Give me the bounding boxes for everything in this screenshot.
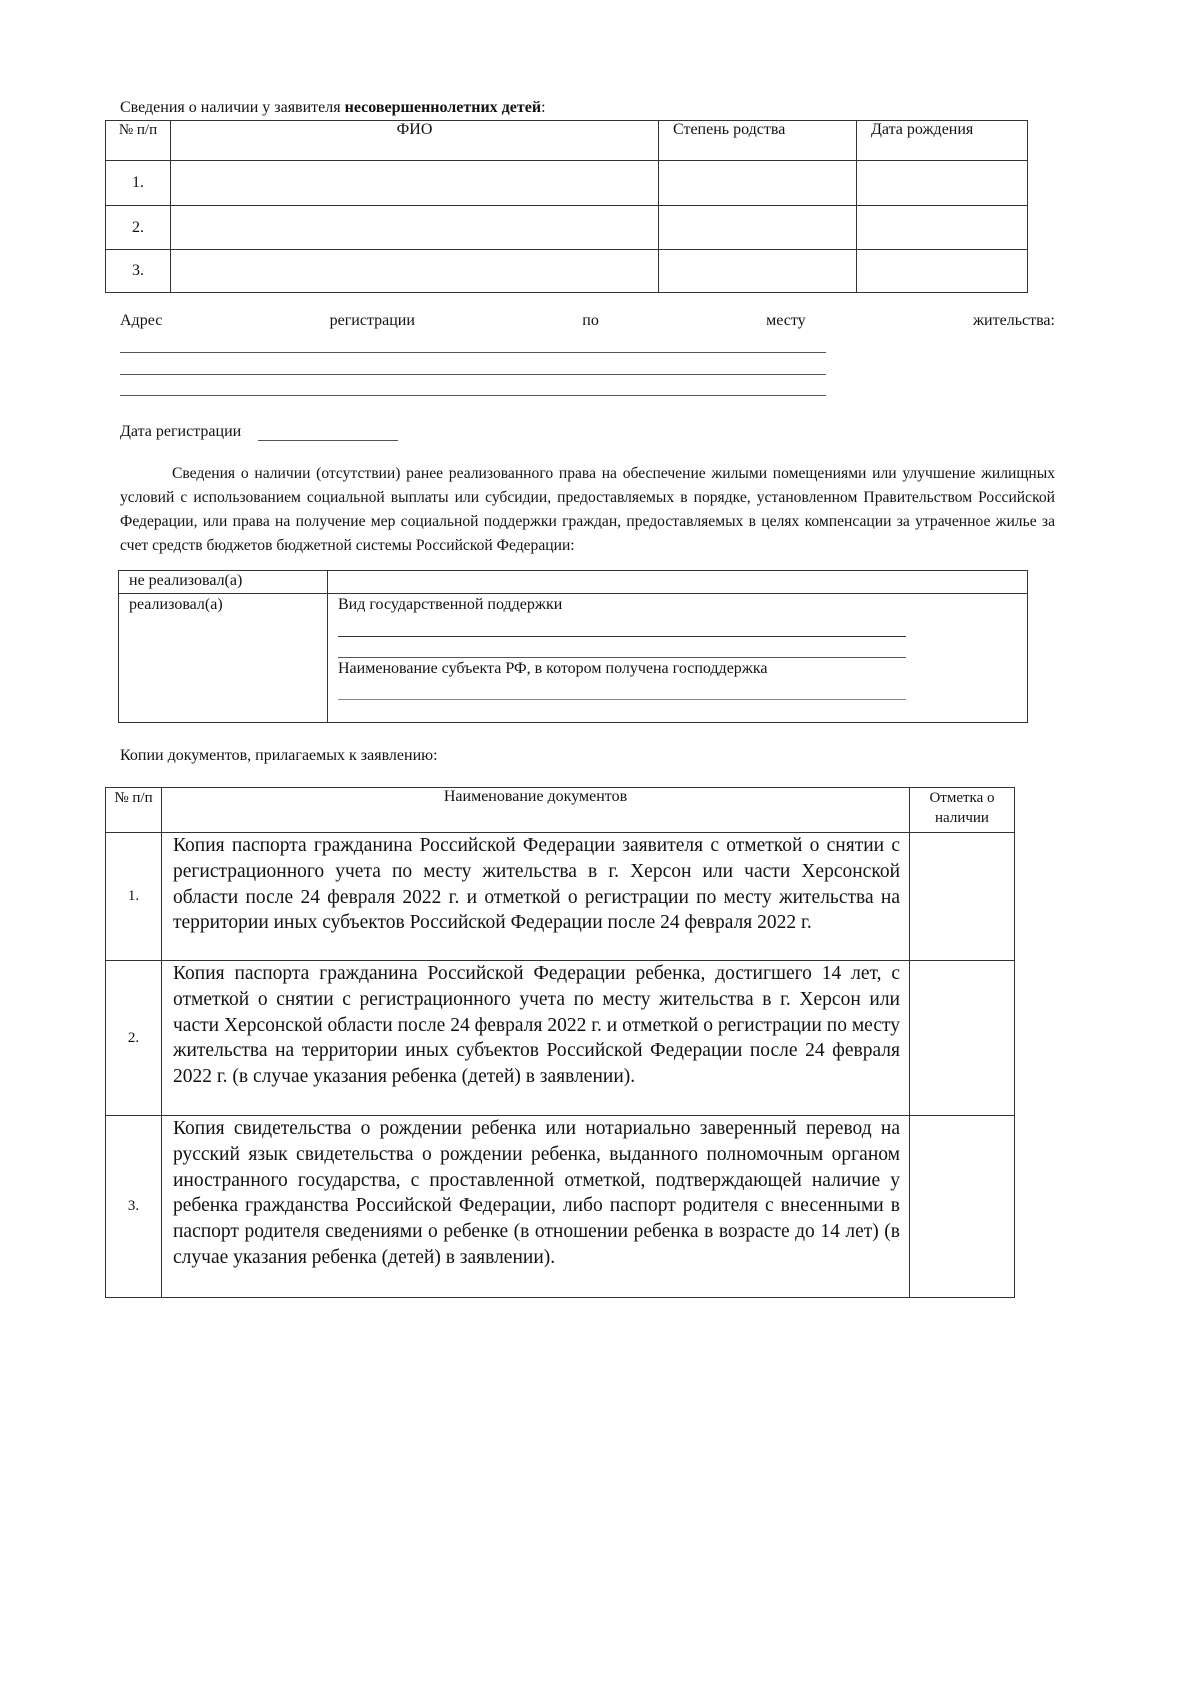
- presence-cell[interactable]: [910, 833, 1015, 961]
- document-text: Копия паспорта гражданина Российской Федерации ребенка, достигшего 14 лет, с отметкой о снятии с регистрационного учета по месту жительства в г. Херсон или части Херсонской области после 24 февраля 2022 г. и отметкой о регистрации по месту жительства на территории иных субъектов Российской Федерации после 24 февраля 2022 г. (в случае указания ребенка (детей) в заявлении).: [162, 961, 910, 1116]
- col-num: № п/п: [106, 788, 162, 833]
- col-num: № п/п: [106, 121, 171, 161]
- fio-cell[interactable]: [171, 250, 659, 293]
- fio-cell[interactable]: [171, 161, 659, 206]
- subject-name-label: Наименование субъекта РФ, в котором получена господдержка: [338, 660, 768, 677]
- address-word: месту: [766, 312, 806, 329]
- registration-date-label: Дата регистрации: [120, 423, 242, 440]
- rights-table: [118, 570, 1028, 723]
- col-presence: Отметка о наличии: [910, 788, 1015, 833]
- row-num: 1.: [106, 833, 162, 961]
- registration-date-line[interactable]: [258, 440, 398, 441]
- relation-cell[interactable]: [659, 161, 857, 206]
- birthdate-cell[interactable]: [857, 250, 1028, 293]
- col-fio: ФИО: [171, 121, 659, 161]
- col-birthdate: Дата рождения: [857, 121, 1028, 161]
- rights-paragraph: Сведения о наличии (отсутствии) ранее реализованного права на обеспечение жилыми помещениями или улучшение жилищных условий с использованием социальной выплаты или субсидии, предоставляемых в порядке, установленном Правительством Российской Федерации, или права на получение мер социальной поддержки граждан, предоставляемых в целях компенсации за утраченное жилье за счет средств бюджетов бюджетной системы Российской Федерации:: [120, 465, 1055, 554]
- heading-bold: несовершеннолетних детей: [344, 99, 542, 116]
- birthdate-cell[interactable]: [857, 206, 1028, 250]
- birthdate-cell[interactable]: [857, 161, 1028, 206]
- realized-option[interactable]: реализовал(а): [119, 594, 328, 723]
- presence-cell[interactable]: [910, 961, 1015, 1116]
- address-line[interactable]: [120, 352, 826, 353]
- not-realized-mark[interactable]: [328, 571, 1028, 594]
- heading-suffix: :: [541, 99, 546, 116]
- address-line[interactable]: [120, 395, 826, 396]
- support-type-label: Вид государственной поддержки: [338, 596, 563, 613]
- relation-cell[interactable]: [659, 206, 857, 250]
- presence-cell[interactable]: [910, 1116, 1015, 1298]
- support-type-line[interactable]: [338, 636, 906, 637]
- col-doc-name: Наименование документов: [162, 788, 910, 833]
- documents-table: [105, 787, 1015, 1298]
- address-line[interactable]: [120, 374, 826, 375]
- row-num: 2.: [106, 206, 171, 250]
- heading-text: Сведения о наличии у заявителя: [120, 99, 345, 116]
- document-text: Копия свидетельства о рождении ребенка или нотариально заверенный перевод на русский язык свидетельства о рождении ребенка, выданного полномочным органом иностранного государства, с проставленной отметкой, подтверждающей наличие у ребенка гражданства Российской Федерации, либо паспорт родителя с внесенными в паспорт родителя сведениями о ребенке (в отношении ребенка в возрасте до 14 лет) (в случае указания ребенка (детей) в заявлении).: [162, 1116, 910, 1298]
- documents-intro: Копии документов, прилагаемых к заявлению:: [120, 747, 438, 764]
- subject-name-line[interactable]: [338, 699, 906, 700]
- not-realized-option[interactable]: не реализовал(а): [119, 571, 328, 594]
- relation-cell[interactable]: [659, 250, 857, 293]
- row-num: 2.: [106, 961, 162, 1116]
- address-word: Адрес: [120, 312, 163, 329]
- address-word: жительства:: [973, 312, 1055, 329]
- row-num: 3.: [106, 1116, 162, 1298]
- col-relation: Степень родства: [659, 121, 857, 161]
- children-heading: [120, 99, 546, 117]
- document-text: Копия паспорта гражданина Российской Федерации заявителя с отметкой о снятии с регистрационного учета по месту жительства в г. Херсон или части Херсонской области после 24 февраля 2022 г. и отметкой о регистрации по месту жительства на территории иных субъектов Российской Федерации после 24 февраля 2022 г.: [162, 833, 910, 961]
- address-word: по: [582, 312, 599, 329]
- address-word: регистрации: [329, 312, 415, 329]
- row-num: 1.: [106, 161, 171, 206]
- row-num: 3.: [106, 250, 171, 293]
- children-table: [105, 120, 1028, 293]
- fio-cell[interactable]: [171, 206, 659, 250]
- address-label: [120, 312, 1055, 330]
- support-type-line[interactable]: [338, 657, 906, 658]
